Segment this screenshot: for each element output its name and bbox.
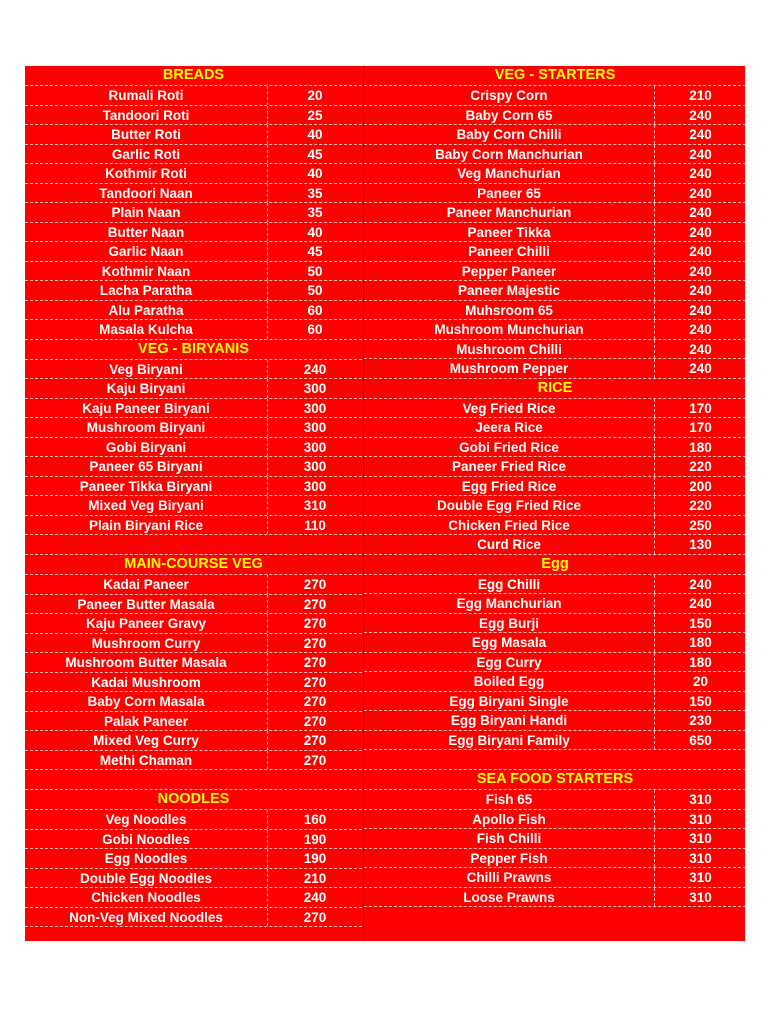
menu-item-name: Gobi Fried Rice (459, 439, 559, 455)
menu-item-row (364, 829, 746, 849)
menu-item-price: 310 (654, 888, 746, 907)
menu-item-name: Kaju Paneer Gravy (85, 616, 207, 631)
menu-item-row (25, 751, 362, 771)
menu-item-price: 240 (654, 223, 746, 242)
menu-item-name: Chicken Fried Rice (448, 517, 570, 533)
menu-item-price: 270 (267, 653, 362, 672)
menu-item-name: Masala Kulcha (99, 322, 193, 337)
menu-item-row (364, 516, 746, 536)
menu-item-name: Mushroom Butter Masala (65, 655, 227, 670)
menu-item-price: 180 (654, 438, 746, 457)
menu-item-price: 220 (654, 496, 746, 515)
menu-item-name: Egg Biryani Handi (450, 713, 568, 728)
menu-item-row (25, 595, 362, 615)
menu-item-row (25, 908, 362, 928)
menu-item-name: Fish Chilli (476, 831, 542, 846)
menu-item-name: Kaju Paneer Biryani (82, 400, 210, 416)
menu-item-row (364, 594, 746, 614)
menu-item-price: 270 (267, 634, 362, 653)
menu-item-name: Rumali Roti (108, 88, 184, 103)
menu-item-name: Fish 65 (485, 792, 533, 807)
menu-item-name: Chicken Noodles (91, 890, 201, 905)
menu-item-name: Paneer Fried Rice (451, 459, 567, 474)
menu-item-row (25, 86, 362, 106)
menu-item-row (364, 575, 746, 595)
menu-item-name: Mushroom Pepper (449, 361, 569, 376)
menu-item-price: 270 (267, 751, 362, 770)
menu-item-price: 150 (654, 614, 746, 633)
menu-item-name: Tandoori Naan (99, 185, 193, 201)
menu-item-row (25, 673, 362, 693)
menu-item-price: 210 (267, 869, 362, 888)
menu-item-name: Mixed Veg Curry (93, 733, 199, 748)
menu-item-price: 240 (267, 888, 362, 907)
menu-item-price: 270 (267, 673, 362, 692)
menu-item-name: Tandoori Roti (102, 107, 190, 123)
menu-item-row (25, 379, 362, 399)
menu-item-price: 240 (654, 125, 746, 144)
menu-item-price: 150 (654, 692, 746, 711)
menu-item-row (25, 575, 362, 595)
menu-item-price: 270 (267, 575, 362, 594)
menu-item-price: 240 (654, 320, 746, 339)
menu-item-name: Butter Naan (107, 224, 185, 240)
menu-item-price: 240 (654, 145, 746, 164)
menu-item-row (364, 262, 746, 282)
menu-item-row (25, 849, 362, 869)
menu-item-row (364, 868, 746, 888)
menu-item-name: Palak Paneer (103, 713, 189, 729)
blank-row (25, 770, 362, 790)
menu-item-name: Crispy Corn (470, 88, 548, 103)
menu-item-row (364, 418, 746, 438)
blank-row (25, 535, 362, 555)
menu-item-name: Methi Chaman (99, 752, 193, 768)
menu-item-row (25, 262, 362, 282)
menu-item-name: Egg Biryani Family (448, 732, 570, 748)
menu-item-price: 50 (267, 281, 362, 300)
menu-item-name: Mushroom Chilli (456, 341, 562, 357)
menu-item-name: Plain Biryani Rice (88, 517, 204, 533)
menu-item-row (25, 184, 362, 204)
menu-item-price: 170 (654, 399, 746, 418)
menu-item-row (364, 223, 746, 243)
menu-item-price: 300 (267, 438, 362, 457)
menu-item-row (25, 516, 362, 536)
menu-item-row (25, 888, 362, 908)
menu-item-name: Veg Manchurian (457, 166, 561, 181)
menu-item-price: 220 (654, 457, 746, 476)
menu-item-name: Baby Corn Chilli (456, 127, 562, 142)
menu-item-price: 300 (267, 399, 362, 418)
menu-item-row (364, 849, 746, 869)
menu-item-row (25, 360, 362, 380)
menu-item-price: 20 (654, 672, 746, 691)
menu-item-price: 35 (267, 184, 362, 203)
menu-item-row (25, 223, 362, 243)
menu-item-price: 250 (654, 516, 746, 535)
menu-item-price: 310 (654, 868, 746, 887)
menu-item-price: 270 (267, 595, 362, 614)
menu-item-name: Baby Corn Manchurian (435, 146, 583, 162)
menu-item-row (25, 281, 362, 301)
menu-item-row (364, 106, 746, 126)
menu-item-price: 240 (654, 301, 746, 320)
menu-item-name: Paneer Butter Masala (77, 596, 215, 612)
menu-item-name: Butter Roti (111, 127, 181, 142)
menu-item-price: 310 (654, 810, 746, 829)
menu-item-price: 40 (267, 125, 362, 144)
menu-item-row (25, 731, 362, 751)
menu-item-name: Pepper Fish (470, 850, 548, 866)
menu-item-name: Double Egg Fried Rice (436, 498, 582, 513)
menu-item-name: Veg Biryani (109, 361, 183, 377)
menu-item-name: Double Egg Noodles (79, 870, 212, 886)
menu-item-name: Paneer Majestic (457, 283, 561, 298)
menu-item-price: 190 (267, 830, 362, 849)
menu-item-price: 310 (654, 790, 746, 809)
menu-item-name: Kothmir Roti (105, 166, 187, 181)
menu-item-price: 310 (654, 829, 746, 848)
menu-item-name: Paneer 65 Biryani (89, 459, 203, 474)
menu-item-price: 240 (654, 203, 746, 222)
menu-item-name: Paneer Tikka Biryani (79, 478, 213, 494)
menu-item-row (364, 125, 746, 145)
menu-item-row (25, 810, 362, 830)
menu-item-name: Boiled Egg (473, 674, 545, 689)
menu-item-name: Paneer Chilli (468, 244, 550, 259)
menu-item-row (364, 399, 746, 419)
menu-item-row (364, 359, 746, 379)
menu-item-price: 300 (267, 457, 362, 476)
menu-item-row (364, 281, 746, 301)
menu-item-price: 180 (654, 633, 746, 652)
menu-item-name: Lacha Paratha (99, 283, 193, 298)
menu-item-name: Mixed Veg Biryani (88, 498, 204, 513)
menu-item-row (364, 535, 746, 555)
menu-item-row (364, 653, 746, 673)
menu-item-price: 45 (267, 145, 362, 164)
menu-item-name: Loose Prawns (463, 889, 555, 905)
menu-item-row (364, 692, 746, 712)
section-title-main-course-veg: MAIN-COURSE VEG (25, 555, 362, 575)
menu-item-price: 650 (654, 731, 746, 750)
menu-item-row (25, 145, 362, 165)
menu-item-name: Egg Noodles (104, 851, 188, 866)
menu-item-name: Gobi Noodles (102, 831, 190, 847)
menu-item-name: Kaju Biryani (106, 381, 186, 396)
menu-item-row (25, 614, 362, 634)
menu-item-price: 300 (267, 418, 362, 437)
menu-item-price: 240 (267, 360, 362, 379)
menu-item-row (364, 242, 746, 262)
menu-item-name: Jeera Rice (475, 420, 543, 435)
menu-item-price: 40 (267, 164, 362, 183)
menu-item-price: 45 (267, 242, 362, 261)
menu-item-price: 270 (267, 712, 362, 731)
menu-item-price: 40 (267, 223, 362, 242)
menu-item-name: Baby Corn 65 (465, 107, 553, 123)
menu-item-price: 20 (267, 86, 362, 105)
menu-sheet (25, 66, 745, 941)
menu-item-price: 300 (267, 379, 362, 398)
menu-item-name: Pepper Paneer (461, 263, 557, 279)
menu-item-row (364, 164, 746, 184)
menu-item-price: 240 (654, 184, 746, 203)
menu-item-price: 180 (654, 653, 746, 672)
menu-item-row (364, 320, 746, 340)
menu-item-price: 25 (267, 106, 362, 125)
blank-row (364, 750, 746, 770)
menu-item-row (25, 830, 362, 850)
menu-item-price: 230 (654, 711, 746, 730)
menu-item-row (364, 203, 746, 223)
menu-item-row (364, 633, 746, 653)
menu-item-row (25, 418, 362, 438)
menu-item-row (25, 106, 362, 126)
menu-item-row (25, 712, 362, 732)
menu-item-price: 240 (654, 340, 746, 359)
menu-item-price: 60 (267, 301, 362, 320)
menu-item-price: 190 (267, 849, 362, 868)
section-title-rice: RICE (364, 379, 746, 399)
menu-item-row (25, 438, 362, 458)
menu-item-row (25, 125, 362, 145)
menu-item-row (25, 320, 362, 340)
menu-item-row (364, 731, 746, 751)
menu-item-row (364, 888, 746, 908)
menu-item-price: 240 (654, 164, 746, 183)
menu-item-name: Mushroom Biryani (86, 420, 206, 435)
menu-item-name: Baby Corn Masala (87, 694, 205, 709)
menu-item-row (364, 496, 746, 516)
menu-item-price: 270 (267, 908, 362, 927)
menu-item-name: Veg Noodles (105, 812, 187, 827)
menu-item-price: 270 (267, 731, 362, 750)
section-title-noodles: NOODLES (25, 790, 362, 810)
menu-item-row (25, 653, 362, 673)
menu-item-name: Egg Curry (476, 654, 542, 670)
menu-item-name: Muhsroom 65 (465, 302, 553, 318)
menu-item-name: Kadai Mushroom (91, 674, 201, 690)
menu-item-price: 60 (267, 320, 362, 339)
menu-item-row (25, 457, 362, 477)
menu-item-row (364, 477, 746, 497)
section-title-breads: BREADS (25, 66, 362, 86)
menu-item-row (364, 301, 746, 321)
menu-item-price: 110 (267, 516, 362, 535)
menu-item-name: Non-Veg Mixed Noodles (69, 909, 223, 925)
menu-item-name: Veg Fried Rice (462, 400, 556, 416)
menu-item-price: 300 (267, 477, 362, 496)
menu-item-row (25, 164, 362, 184)
right-column (363, 66, 746, 941)
menu-item-price: 200 (654, 477, 746, 496)
menu-item-row (25, 399, 362, 419)
menu-item-price: 240 (654, 575, 746, 594)
menu-item-price: 270 (267, 614, 362, 633)
menu-item-price: 270 (267, 692, 362, 711)
menu-item-price: 310 (654, 849, 746, 868)
menu-item-price: 130 (654, 535, 746, 554)
menu-item-price: 160 (267, 810, 362, 829)
menu-item-price: 35 (267, 203, 362, 222)
menu-item-row (25, 242, 362, 262)
menu-item-price: 240 (654, 242, 746, 261)
menu-item-price: 240 (654, 359, 746, 378)
menu-item-row (25, 692, 362, 712)
menu-item-price: 240 (654, 106, 746, 125)
menu-item-name: Garlic Roti (111, 146, 181, 162)
menu-item-price: 210 (654, 86, 746, 105)
menu-item-name: Egg Biryani Single (449, 693, 569, 709)
menu-item-row (364, 810, 746, 830)
menu-item-name: Curd Rice (477, 537, 541, 552)
menu-item-name: Alu Paratha (108, 302, 184, 318)
menu-item-name: Egg Chilli (477, 576, 541, 592)
menu-item-name: Kothmir Naan (101, 263, 191, 279)
menu-item-name: Kadai Paneer (103, 577, 189, 592)
menu-item-price: 310 (267, 496, 362, 515)
menu-item-name: Gobi Biryani (105, 439, 187, 455)
section-title-sea-food-starters: SEA FOOD STARTERS (364, 770, 746, 790)
menu-item-row (364, 672, 746, 692)
menu-item-name: Paneer Manchurian (446, 205, 572, 220)
menu-item-row (364, 711, 746, 731)
menu-item-price: 240 (654, 262, 746, 281)
menu-item-name: Egg Masala (471, 635, 547, 650)
menu-item-name: Chilli Prawns (466, 870, 552, 885)
menu-item-row (25, 203, 362, 223)
menu-item-name: Egg Manchurian (456, 596, 562, 611)
menu-item-row (364, 86, 746, 106)
menu-item-row (25, 869, 362, 889)
menu-item-row (364, 438, 746, 458)
menu-item-row (364, 184, 746, 204)
menu-item-row (364, 790, 746, 810)
menu-item-name: Egg Fried Rice (461, 478, 557, 494)
section-title-egg: Egg (364, 555, 746, 575)
menu-item-price: 50 (267, 262, 362, 281)
menu-item-price: 240 (654, 594, 746, 613)
section-title-veg-starters: VEG - STARTERS (364, 66, 746, 86)
menu-item-row (25, 301, 362, 321)
menu-item-name: Apollo Fish (472, 811, 546, 827)
menu-item-row (364, 145, 746, 165)
menu-item-row (364, 457, 746, 477)
menu-item-name: Egg Burji (479, 615, 539, 631)
menu-item-row (25, 496, 362, 516)
menu-item-name: Mushroom Munchurian (434, 322, 584, 337)
menu-item-name: Paneer 65 (477, 185, 541, 201)
menu-item-name: Plain Naan (111, 205, 181, 220)
section-title-veg-biryanis: VEG - BIRYANIS (25, 340, 362, 360)
menu-item-row (25, 477, 362, 497)
menu-item-price: 240 (654, 281, 746, 300)
menu-item-row (364, 614, 746, 634)
menu-item-name: Garlic Naan (108, 244, 184, 259)
menu-item-name: Paneer Tikka (467, 224, 551, 240)
left-column (25, 66, 362, 927)
menu-item-name: Mushroom Curry (91, 635, 201, 651)
menu-item-price: 170 (654, 418, 746, 437)
menu-item-row (364, 340, 746, 360)
menu-item-row (25, 634, 362, 654)
